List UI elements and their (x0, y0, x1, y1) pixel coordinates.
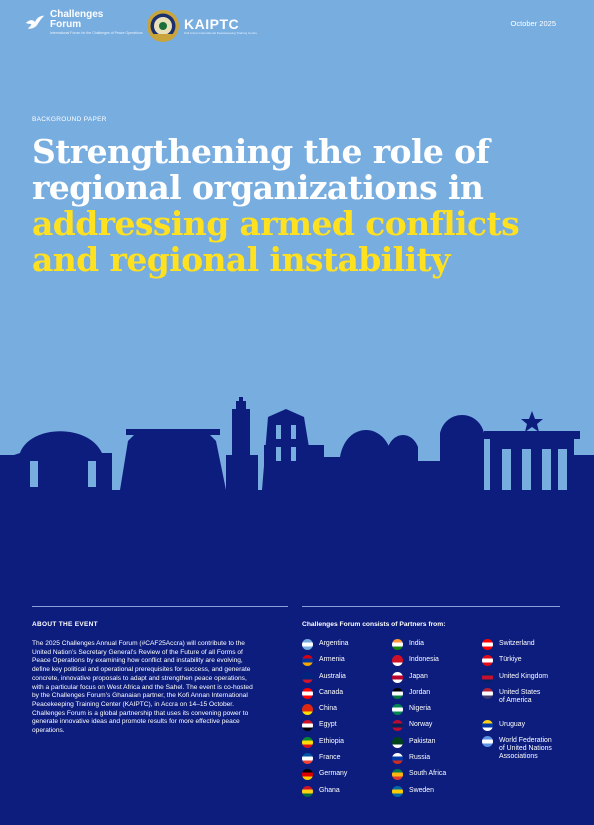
partner-name: Türkiye (499, 656, 522, 664)
partner-list-item (392, 689, 488, 705)
partners-divider (302, 606, 560, 607)
partner-list-item (302, 705, 398, 721)
flag-china-icon (302, 704, 313, 715)
kaiptc-seal-icon (146, 9, 180, 43)
challenges-forum-logo (24, 10, 143, 35)
flag-jordan-icon (392, 688, 403, 699)
partner-list-item (482, 737, 578, 777)
partner-name: Russia (409, 754, 431, 762)
partner-list-item (482, 656, 578, 672)
flag-united-kingdom-icon (482, 672, 493, 683)
partner-name: World Federation of United Nations Associations (499, 737, 552, 761)
partner-name: Sweden (409, 786, 434, 794)
partner-list-item (392, 787, 488, 803)
partners-column-3 (482, 640, 578, 777)
flag-uruguay-icon (482, 720, 493, 731)
partner-list-item (392, 754, 488, 770)
partner-list-item (302, 787, 398, 803)
title-line-3: addressing armed conflicts (32, 204, 520, 243)
partner-name: Indonesia (409, 656, 439, 664)
partner-list-item (392, 770, 488, 786)
partner-name: Ghana (319, 786, 340, 794)
partner-name: Egypt (319, 721, 337, 729)
flag-australia-icon (302, 672, 313, 683)
partner-list-item (392, 656, 488, 672)
partner-name: China (319, 705, 338, 713)
partner-name: Australia (319, 672, 346, 680)
flag-france-icon (302, 753, 313, 764)
partner-name: Armenia (319, 656, 345, 664)
flag-canada-icon (302, 688, 313, 699)
partner-list-item (302, 656, 398, 672)
partner-name: Switzerland (499, 640, 535, 647)
partner-list-item (392, 705, 488, 721)
flag-wfuna-icon (482, 736, 493, 747)
title-line-4: and regional instability (32, 240, 450, 279)
about-text: The 2025 Challenges Annual Forum (#CAF25Accra) will contribute to the United Nation’s Secretary General’s Review of the Future of all Forms of Peace Operations by examining how conflict and instability are evolving, define key political and operational prerequisites for success, and generate concrete, innovative proposals to adapt and strengthen peace operations, with a particular focus on West Africa and the Sahel. The event is co-hosted by the Challenges Forum’s Ghanaian partner, the Kofi Annan International Peacekeeping Training Center (KAIPTC), in Accra on 14–15 October. Challenges Forum is a global partnership that uses its convening power to generate innovative ideas and promote results for more effective peace operations. (32, 640, 253, 735)
partner-list-item (392, 673, 488, 689)
partner-name: Canada (319, 688, 344, 696)
flag-switzerland-icon (482, 639, 493, 650)
flag-egypt-icon (302, 720, 313, 731)
kaiptc-name: KAIPTC (184, 16, 240, 32)
partner-name: Jordan (409, 688, 431, 696)
partner-list-item (302, 754, 398, 770)
flag-armenia-icon (302, 655, 313, 666)
kaiptc-logo (146, 9, 257, 43)
title-line-2: regional organizations in (32, 168, 484, 207)
dove-icon (24, 12, 46, 34)
page-title (32, 134, 572, 278)
partner-list-item (302, 721, 398, 737)
partner-name: Japan (409, 672, 428, 680)
partner-name: Uruguay (499, 720, 526, 728)
partner-list-item (302, 738, 398, 754)
partners-heading: Challenges Forum consists of Partners from: (302, 621, 446, 628)
cf-tagline: International Forum for the Challenges of Peace Operations (50, 31, 143, 35)
partner-name: Argentina (319, 640, 349, 647)
partner-name: Ethiopia (319, 737, 344, 745)
partner-name: France (319, 754, 341, 762)
partner-name: South Africa (409, 770, 447, 778)
partner-name: Norway (409, 721, 433, 729)
partner-list-item (482, 721, 578, 737)
flag-norway-icon (392, 720, 403, 731)
cf-name-line1: Challenges (50, 9, 104, 20)
partner-list-item (482, 689, 578, 721)
flag-russia-icon (392, 753, 403, 764)
flag-india-icon (392, 639, 403, 650)
flag-ghana-icon (302, 786, 313, 797)
partner-list-item (482, 673, 578, 689)
flag-indonesia-icon (392, 655, 403, 666)
partner-name: United States of America (499, 688, 541, 704)
kaiptc-tagline: Kofi Annan International Peacekeeping Training Centre (184, 31, 258, 35)
partners-column-2 (392, 640, 488, 803)
flag-turkiye-icon (482, 655, 493, 666)
flag-argentina-icon (302, 639, 313, 650)
title-line-1: Strengthening the role of (32, 132, 490, 171)
about-divider (32, 606, 288, 607)
partner-list-item (482, 640, 578, 656)
accra-skyline-illustration (0, 395, 594, 495)
partner-name: India (409, 640, 424, 647)
partners-column-1 (302, 640, 398, 803)
partner-name: Pakistan (409, 737, 436, 745)
flag-japan-icon (392, 672, 403, 683)
flag-usa-icon (482, 688, 493, 699)
publication-date: October 2025 (510, 19, 556, 28)
document-type: BACKGROUND PAPER (32, 116, 107, 123)
partner-name: Nigeria (409, 705, 431, 713)
flag-south-africa-icon (392, 769, 403, 780)
partner-list-item (302, 770, 398, 786)
partner-name: United Kingdom (499, 672, 549, 680)
flag-sweden-icon (392, 786, 403, 797)
flag-nigeria-icon (392, 704, 403, 715)
partner-list-item (302, 689, 398, 705)
partner-list-item (302, 673, 398, 689)
partner-list-item (392, 721, 488, 737)
partner-list-item (392, 640, 488, 656)
about-heading: ABOUT THE EVENT (32, 621, 98, 628)
flag-germany-icon (302, 769, 313, 780)
partner-list-item (302, 640, 398, 656)
partner-list-item (392, 738, 488, 754)
flag-pakistan-icon (392, 737, 403, 748)
flag-ethiopia-icon (302, 737, 313, 748)
partner-name: Germany (319, 770, 348, 778)
cf-name-line2: Forum (50, 19, 82, 30)
